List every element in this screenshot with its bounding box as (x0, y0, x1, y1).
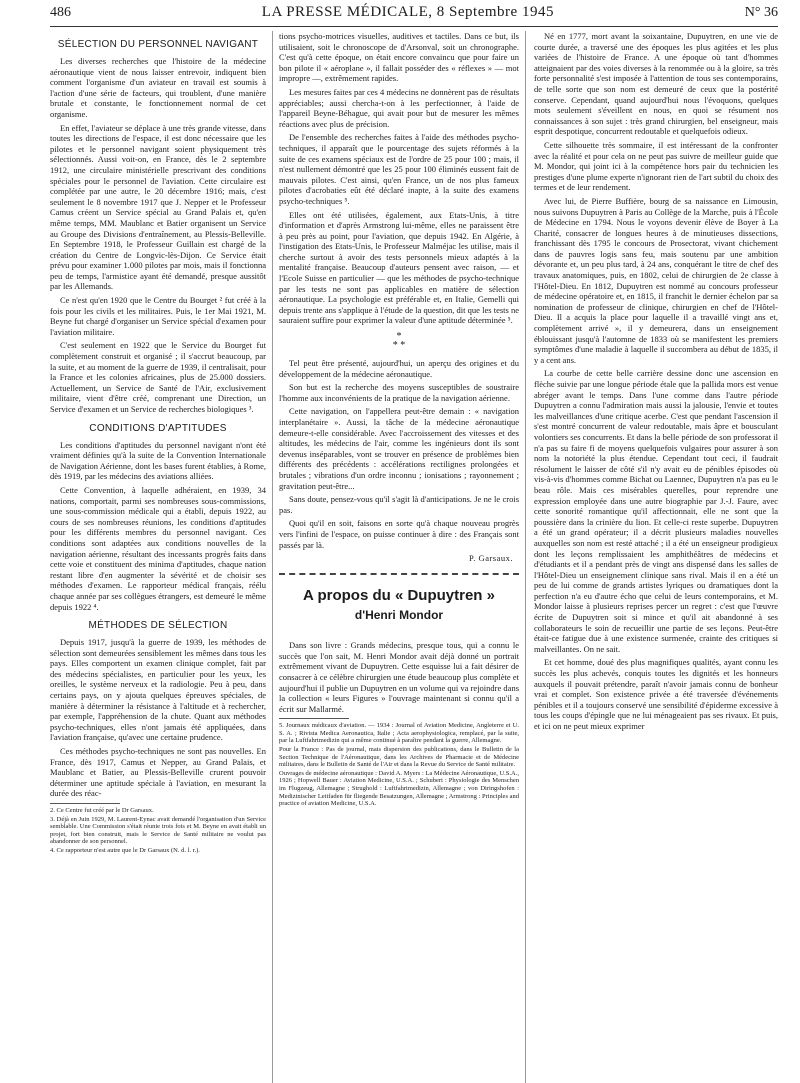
paragraph: Les mesures faites par ces 4 médecins ne donnèrent pas de résultats appréciables; aussi chercha-t-on à les perfectionner, à l'aide de l'appareil Beyne-Béhague, qui avait pour but de mesurer les mêmes réactions avec plus de précision. (279, 86, 519, 129)
column-left (50, 31, 272, 1083)
footnote: 4. Ce rapporteur n'est autre que le Dr Garsaux (N. d. l. r.). (50, 846, 200, 854)
footnote: Pour la France : Pas de journal, mais dispersion des publications, dans le Bulletin de la Section Technique de l'Aéronautique, dans les Archives de Pharmacie et de Médecine militaires, dans le Bulletin de Santé de l'Air et dans la Revue du Service de Santé militaire. (279, 746, 519, 769)
paragraph: Les conditions d'aptitudes du personnel navigant n'ont été vraiment définies qu'à la suite de la Convention Internationale de Navigation Aérienne, dont les bases furent établies, à Rome, dès 1919, par les médecins des aviations alliées. (50, 439, 266, 482)
paragraph: Sans doute, pensez-vous qu'il s'agit là d'anticipations. Je ne le crois pas. (279, 494, 519, 515)
footnote: Ouvrages de médecine aéronautique : David A. Myers : La Médecine Aéronautique, U.S.A., 1926 ; Hopwell Bauer : Aviation Medicine, U.S.A. ; Schubert : Physiologie des Menschen im Flugzeug, Allemagne ; Strughold : Luftfahrtmedizin, Allemagne ; von Diringshofen : Medizinischer Leitfaden für fliegende Besatzungen, Allemagne ; Armstrong : Principles and practice of aviation Medicine, U.S.A. (279, 769, 519, 808)
column-right (526, 31, 778, 1083)
section-stars: * * * (392, 331, 406, 352)
article-subtitle: d'Henri Mondor (354, 608, 444, 623)
paragraph: Ces méthodes psycho-techniques ne sont pas nouvelles. En France, dès 1917, Camus et Nepper, au Grand Palais, et Maublanc et Batier, au Plessis-Belleville crurent pouvoir déterminer une aptitude spéciale à l'aviation, en mesurant la durée des réac- (50, 746, 266, 799)
footnote-divider (279, 718, 349, 719)
paragraph: C'est seulement en 1922 que le Service du Bourget fut complètement construit et organisé ; il s'accrut beaucoup, par la suite, et au moment de la guerre de 1939, il centralisait, pour la France et les colonies africaines, plus de 25.000 dossiers. Actuellement, un Service de Santé de l'Air, exclusivement militaire, vient d'être créé, comprenant une Direction, un Service d'examen et un Service de recherches biologiques ³. (50, 340, 266, 414)
paragraph: En effet, l'aviateur se déplace à une très grande vitesse, dans toutes les directions de l'espace, il est donc nécessaire que les pilotes et le personnel navigant soient physiquement très sélectionnés. Aussi voit-on, en France, dès le 2 septembre 1912, une circulaire ministérielle prescrivant des conditions spéciales pour le personnel de l'aviation. Cette circulaire est complétée par une autre, le 20 décembre 1916; mais, c'est seulement le 8 novembre 1917 que J. Nepper et le Professeur Camus créent un Service spécial au Grand Palais et, qu'en même temps, MM. Maublanc et Batier organisent un Service au Groupe des Divisions d'entraînement, au Plessis-Belleville. En Septembre 1918, le Professeur Guillain est chargé de la création du Centre de Longvic-lès-Dijon. Ce Service était prévu pour examiner 1.000 pilotes par mois, mais il fonctionna peu de temps, l'armistice ayant été demandé, presque aussitôt par les Allemands. (50, 122, 266, 292)
paragraph: Son but est la recherche des moyens susceptibles de soustraire l'homme aux inconvénients de la pratique de la navigation aérienne. (279, 382, 519, 403)
section-heading: CONDITIONS D'APTITUDES (89, 422, 227, 434)
paragraph: Tel peut être présenté, aujourd'hui, un aperçu des origines et du développement de la médecine aéronautique. (279, 358, 519, 379)
paragraph: Ce n'est qu'en 1920 que le Centre du Bourget ² fut créé à la fois pour les civils et les militaires. Puis, le 1er Mai 1921, M. Beyne fut chargé d'organiser un Service spécial d'examen pour l'aviation militaire. (50, 295, 266, 337)
paragraph: Cette navigation, on l'appellera peut-être demain : « navigation interplanétaire ». Aussi, la tâche de la médecine aéronautique demeure-t-elle considérable. Avec l'accroissement des vitesses et des altitudes, les médecins de l'air, comme les ingénieurs dont ils sont devenus inséparables, vont se trouver en présence de problèmes bien différents des précédents : accélérations rectilignes prolongées et brutales ; vibrations d'un ordre inconnu ; ionisations ; rayonnement ; gravitation peut-être... (279, 406, 519, 491)
paragraph: Elles ont été utilisées, également, aux Etats-Unis, à titre d'information et d'après Armstrong lui-même, elles ne paraissent être à peu près au point, pour l'aviation, que depuis 1942. En Algérie, à l'instigation des Etats-Unis, le Professeur Malméjac les utilise, mais il cherche surtout à avoir des tests personnels mieux adaptés à la mentalité française. Beaucoup d'auteurs pensent avec raison, — et l'Ecole Suisse en particulier — que les méthodes de psycho-technique par les tests ne sont pas applicables en matière de sélection aéronautique. La psychologie est préférable et, en Italie, Gemelli qui depuis trente ans s'applique à l'étude de la question, dit que les tests ne sauraient suffire pour exprimer la valeur d'une aptitude déterminée ⁵. (279, 209, 519, 326)
paragraph: tions psycho-motrices visuelles, auditives et tactiles. Dans ce but, ils utilisaient, soit le chronoscope de d'Arsonval, soit un chronographe. C'est qu'à cette époque, on était encore convaincu que pour faire un bon pilote il « aéroplane », il fallait posséder des « réflexes » — mot impropre —, extrêmement rapides. (279, 31, 519, 84)
column-middle (272, 31, 526, 1083)
article-separator (279, 573, 519, 575)
footnote: 2. Ce Centre fut créé par le Dr Garsaux. (50, 807, 154, 814)
section-heading: SÉLECTION DU PERSONNEL NAVIGANT (57, 39, 259, 50)
paragraph: Quoi qu'il en soit, faisons en sorte qu'à chaque nouveau progrès vers l'infini de l'espace, on puisse continuer à dire : des Français sont passés par là. (279, 518, 519, 550)
paragraph: La courbe de cette belle carrière dessine donc une ascension en flèche suivie par une longue période étale que la pallida mors est venue abréger avant le temps. Dans l'une comme dans l'autre période Dupuytren a connu l'admiration mais aussi la jalousie, l'envie et toutes les malveillances d'une critique acerbe. C'est que pendant l'ascension il s'est montré concurrent de valeur redoutable, mais âpre et bousculant volontiers ses concurrents. Et dans la belle période de son professorat il n'a pas su faire fi de moyens quelquefois vulgaires pour assurer à son nom la notoriété la plus étendue. Cependant tout ceci, il faudrait résolument le laisser de côté s'il n'y avait eu de pénibles épisodes où vis-à-vis d'hommes comme Bichat ou Laennec, Dupuytren n'a pas eu le beau rôle. Mais ces misérables querelles, pour reprendre une expression employée dans une autre biographie par J.-J. Faure, avec cette sonorité romantique qu'il affectionnait, elle ne sont que la poussière dans la crinière du lion. Et celle-ci reste superbe. Dupuytren a été un grand opérateur; il a décrit plusieurs maladies nouvelles auxquelles son nom est resté attaché ; il a été un enseigneur prodigieux dont les leçons remplissaient les amphithéâtres de médecins et d'étudiants et il a pendant près de vingt ans dispensé dans les salles de l'Hôtel-Dieu un enseignement clinique sans rival. Mais il en a été un peu de lui comme de grands artistes lyriques ou dramatiques dont la perfection n'a eu d'autre écho que celui de leurs contemporains, et M. Mondor laisse à plusieurs reprises percer un regret : c'est que l'œuvre écrite de Dupuytren soit si mince et qu'il ait abandonné à ses collaborateurs le soin de recueillir une partie de ses leçons. Peut-être était-ce fatigue due à une existence surmenée, crainte des critiques si malveillantes. On ne sait. (534, 368, 778, 654)
paragraph: Cette Convention, à laquelle adhéraient, en 1939, 34 nations, comportait, parmi ses nombreuses sous-commissions, une sous-commission médicale qui a établi, depuis 1922, au cours de ses nombreuses réunions, les conditions d'aptitudes pour les différents membres du personnel navigant. Ces conditions sont adaptées aux conditions nouvelles de la navigation aérienne, résultant des incessants progrès faits dans cette voie et constituent des minima d'aptitudes, chaque nation restant libre d'en augmenter la sévérité et de choisir ses méthodes d'examen. Le rapporteur médical français, réélu chaque année par ses collègues étrangers, est demeuré le même depuis 1922 ⁴. (50, 484, 266, 612)
paragraph: Cette silhouette très sommaire, il est intéressant de la confronter avec la réalité et pour cela on ne peut pas suivre de meilleur guide que M. Mondor, qui joint ici à la compétence hors pair du technicien les prestiges d'une plume experte n'ignorant rien de l'art subtil du choix des termes et de leur rendement. (534, 139, 778, 193)
page-header (50, 4, 778, 27)
publication-title: LA PRESSE MÉDICALE, 8 Septembre 1945 (261, 4, 554, 20)
paragraph: Avec lui, de Pierre Buffière, bourg de sa naissance en Limousin, nous suivons Dupuytren à Paris au Collège de la Marche, puis à l'École de Médecine en 1794. Nous le voyons devenir élève de Boyer à La Charité, consacrer de longues heures à de minutieuses dissections, franchissant dès 1795 le concours de Prosectorat, vivant chichement dans de pauvres logis sans feu, mais soutenu par une ambition dévorante et, un peu plus tard, à 24 ans, conquérant le titre de chef des travaux anatomiques, puis, en 1802, celui de chirurgien de 2e classe à l'Hôtel-Dieu. En 1812, Dupuytren est nommé au concours professeur de médecine opératoire et, en 1815, il franchit le dernier échelon par sa nomination de professeur de clinique, chirurgien en chef de l'Hôtel-Dieu. Il a acquis la place pour laquelle il a travaillé vingt ans et, complètement arrivé », il y demeurera, dans un enseignement éblouissant jusqu'à l'automne de 1833 où se manifestent les premiers symptômes d'une maladie à laquelle il succombera au début de 1835, il y a cent ans. (534, 195, 778, 365)
paragraph: Depuis 1917, jusqu'à la guerre de 1939, les méthodes de sélection sont demeurées sensiblement les mêmes dans tous les pays. Elles comportent un examen clinique complet, fait par des médecins spécialistes, en particulier pour les yeux, les oreilles, le système nerveux et la radiologie. Peu à peu, dans certains pays, on y ajouta quelques épreuves spéciales, de manière à déterminer la résistance à l'altitude et à rechercher, par exemple, l'appréhension de la chute. Quant aux méthodes psycho-techniques, elles n'ont jamais été appliquées, dans l'aviation française, qu'avec une certaine prudence. (50, 637, 266, 743)
footnote: 5. Journaux médicaux d'aviation. — 1934 : Journal of Aviation Medicine, Angleterre et U. S. A. ; Rivista Medica Aeronautica, Italie ; Acta aerophysiologica, remplacé, par la suite, par la Luftfahrtmedizin qui a même continué à paraître pendant la guerre, Allemagne. (279, 722, 519, 745)
footnote: 3. Déjà en Juin 1929, M. Laurent-Eynac avait demandé l'organisation d'un Service semblable. Une Commission s'était réunie trois fois et M. Beyne en avait établi un projet, fort bien construit, mais le Service de Santé militaire ne voulut pas abandonner de son personnel. (50, 815, 266, 846)
paragraph: Les diverses recherches que l'histoire de la médecine aéronautique vient de nous laisser entrevoir, indiquent bien comment l'organisme d'un aviateur en travail est soumis à l'action d'une série de facteurs, qui troublent, d'une manière brutale et constante, le fonctionnement normal de cet organisme. (50, 56, 266, 119)
page-number: 486 (50, 5, 71, 20)
footnote-divider (50, 803, 120, 804)
article-title: A propos du « Dupuytren » (303, 587, 495, 605)
paragraph: Dans son livre : Grands médecins, presque tous, qui a connu le succès que l'on sait, M. Henri Mondor avait déjà donné un portrait extrêmement vivant de Dupuytren. Cette esquisse lui a fait désirer de consacrer à ce célèbre chirurgien une étude beaucoup plus complète et aujourd'hui il publie un Dupuytren en un volume qui va rejoindre dans la collection « leurs Figures » l'ouvrage maintenant si connu qu'il a écrit sur Mallarmé. (279, 640, 519, 714)
issue-number: N° 36 (744, 5, 778, 20)
article-columns (50, 31, 778, 1083)
paragraph: Et cet homme, doué des plus magnifiques qualités, ayant connu les succès les plus achevés, conquis toutes les dignités et les honneurs auxquels il pouvait prétendre, paraît n'avoir jamais connu de bonheur vrai et complet. Son existence privée a été traversée d'événements pénibles et il a toujours conservé une sensibilité d'épiderme excessive à tous les coups d'épingle que ne lui ménageaient pas ses rivaux. Et puis, et ici on ne peut mieux exprimer (534, 657, 778, 731)
paragraph: De l'ensemble des recherches faites à l'aide des méthodes psycho-techniques, il apparaît que le pourcentage des sujets réformés à la suite de ces examens spéciaux est de l'ordre de 25 pour 100 ; mais, il n'est nullement démontré que les 25 pour 100 éliminés eussent fait de mauvais pilotes. C'est ainsi, qu'en France, un de nos plus fameux pilotes d'acrobaties eût été déclaré inapte, à la suite des examens psycho-techniques ⁵. (279, 132, 519, 206)
section-heading: MÉTHODES DE SÉLECTION (88, 620, 228, 632)
author-signature: P. Garsaux. (469, 553, 513, 564)
paragraph: Né en 1777, mort avant la soixantaine, Dupuytren, en une vie de courte durée, a traversé une des époques les plus agitées et les plus variées de l'histoire de France. A une époque où tant d'hommes atteignaient par des voies diverses à la renommée ou à la gloire, sa très forte personnalité s'est imposée à l'attention de tous ses contemporains, de telle sorte que son nom est demeuré de ceux que la postérité conserve. Cependant, quand aujourd'hui nous l'évoquons, quelques mots seulement s'éveillent en nous, en quoi se résument nos connaissances à son sujet : très grand chirurgien, bel enseigneur, mais esprit despotique, concurrent redoutable et quelquefois odieux. (534, 31, 778, 137)
